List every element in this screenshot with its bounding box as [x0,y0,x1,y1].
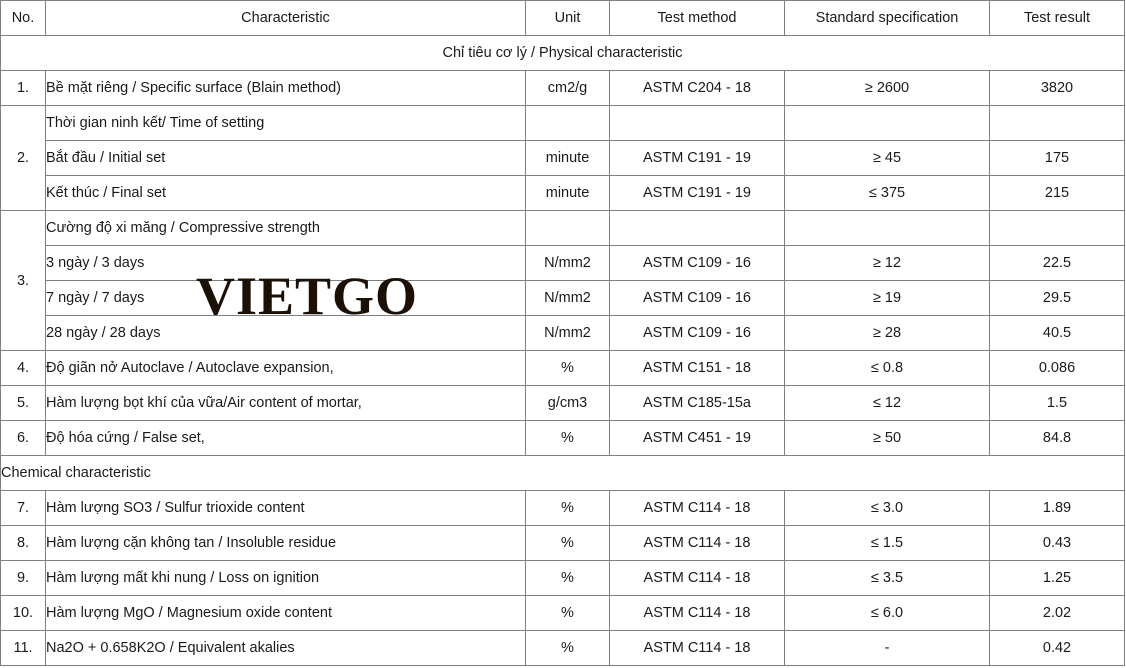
row-unit: % [526,421,610,456]
row-standard: ≥ 12 [785,246,990,281]
row-characteristic: Hàm lượng SO3 / Sulfur trioxide content [46,491,526,526]
table-row [1,351,1125,386]
row-standard: ≥ 45 [785,141,990,176]
table-row [1,561,1125,596]
row-standard: ≤ 6.0 [785,596,990,631]
table-row [1,106,1125,141]
row-standard: ≤ 3.5 [785,561,990,596]
row-unit: minute [526,176,610,211]
row-characteristic: 28 ngày / 28 days [46,316,526,351]
row-standard-empty [785,211,990,246]
row-result: 40.5 [990,316,1125,351]
row-test-method: ASTM C451 - 19 [610,421,785,456]
row-test-method: ASTM C114 - 18 [610,491,785,526]
table-row [1,246,1125,281]
row-result-empty [990,106,1125,141]
row-characteristic: Hàm lượng cặn không tan / Insoluble residue [46,526,526,561]
row-unit: cm2/g [526,71,610,106]
row-unit: N/mm2 [526,281,610,316]
row-no: 9. [1,561,46,596]
row-characteristic: Hàm lượng MgO / Magnesium oxide content [46,596,526,631]
row-characteristic: Kết thúc / Final set [46,176,526,211]
row-standard: - [785,631,990,666]
row-no: 7. [1,491,46,526]
row-unit: % [526,631,610,666]
row-test-method: ASTM C109 - 16 [610,246,785,281]
table-row [1,491,1125,526]
row-standard: ≤ 375 [785,176,990,211]
row-unit: % [526,561,610,596]
row-group-title: Cường độ xi măng / Compressive strength [46,211,526,246]
row-unit: % [526,491,610,526]
row-result: 0.43 [990,526,1125,561]
row-characteristic: Na2O + 0.658K2O / Equivalent akalies [46,631,526,666]
row-characteristic: Độ hóa cứng / False set, [46,421,526,456]
row-standard: ≥ 2600 [785,71,990,106]
row-characteristic: 3 ngày / 3 days [46,246,526,281]
table-row [1,211,1125,246]
row-standard: ≥ 50 [785,421,990,456]
table-row [1,281,1125,316]
row-result: 1.25 [990,561,1125,596]
row-result: 29.5 [990,281,1125,316]
row-standard: ≤ 0.8 [785,351,990,386]
table-row [1,176,1125,211]
column-header-unit: Unit [526,1,610,36]
row-no: 3. [1,211,46,351]
row-test-method: ASTM C114 - 18 [610,526,785,561]
row-standard: ≤ 1.5 [785,526,990,561]
row-test-method: ASTM C151 - 18 [610,351,785,386]
column-header-standard-specification: Standard specification [785,1,990,36]
row-result-empty [990,211,1125,246]
row-characteristic: 7 ngày / 7 days [46,281,526,316]
table-row [1,316,1125,351]
row-no: 1. [1,71,46,106]
row-result: 0.42 [990,631,1125,666]
row-unit: N/mm2 [526,246,610,281]
row-result: 1.89 [990,491,1125,526]
row-unit: N/mm2 [526,316,610,351]
row-unit: g/cm3 [526,386,610,421]
row-characteristic: Hàm lượng bọt khí của vữa/Air content of mortar, [46,386,526,421]
column-header-no: No. [1,1,46,36]
row-unit-empty [526,106,610,141]
row-unit-empty [526,211,610,246]
row-result: 2.02 [990,596,1125,631]
column-header-characteristic: Characteristic [46,1,526,36]
row-no: 8. [1,526,46,561]
table-row [1,421,1125,456]
row-characteristic: Hàm lượng mất khi nung / Loss on ignition [46,561,526,596]
row-test-method: ASTM C191 - 19 [610,176,785,211]
section-row-chemical [1,456,1125,491]
row-test-method: ASTM C204 - 18 [610,71,785,106]
row-standard: ≤ 12 [785,386,990,421]
section-row-physical [1,36,1125,71]
row-group-title: Thời gian ninh kết/ Time of setting [46,106,526,141]
table-row [1,631,1125,666]
section-title-chemical: Chemical characteristic [1,456,1125,491]
row-result: 215 [990,176,1125,211]
row-unit: % [526,351,610,386]
row-result: 175 [990,141,1125,176]
row-unit: minute [526,141,610,176]
table-row [1,526,1125,561]
table-row [1,596,1125,631]
row-unit: % [526,596,610,631]
row-characteristic: Bắt đầu / Initial set [46,141,526,176]
row-no: 6. [1,421,46,456]
row-test-method-empty [610,211,785,246]
row-test-method: ASTM C109 - 16 [610,281,785,316]
row-characteristic: Độ giãn nở Autoclave / Autoclave expansion, [46,351,526,386]
table-header [1,1,1125,36]
table-row [1,386,1125,421]
row-result: 22.5 [990,246,1125,281]
row-no: 10. [1,596,46,631]
row-no: 2. [1,106,46,211]
watermark-text: VIETGO [196,266,419,326]
section-title-physical: Chỉ tiêu cơ lý / Physical characteristic [1,36,1125,71]
row-standard-empty [785,106,990,141]
table-row [1,141,1125,176]
row-standard: ≤ 3.0 [785,491,990,526]
row-result: 3820 [990,71,1125,106]
row-test-method: ASTM C109 - 16 [610,316,785,351]
table-body [1,36,1125,666]
row-test-method: ASTM C114 - 18 [610,631,785,666]
row-no: 11. [1,631,46,666]
row-no: 4. [1,351,46,386]
row-result: 1.5 [990,386,1125,421]
row-test-method-empty [610,106,785,141]
row-result: 0.086 [990,351,1125,386]
row-no: 5. [1,386,46,421]
row-standard: ≥ 19 [785,281,990,316]
column-header-test-method: Test method [610,1,785,36]
row-test-method: ASTM C114 - 18 [610,561,785,596]
row-result: 84.8 [990,421,1125,456]
table-header-row [1,1,1125,36]
column-header-test-result: Test result [990,1,1125,36]
row-test-method: ASTM C191 - 19 [610,141,785,176]
row-characteristic: Bề mặt riêng / Specific surface (Blain method) [46,71,526,106]
row-standard: ≥ 28 [785,316,990,351]
row-test-method: ASTM C185-15a [610,386,785,421]
row-test-method: ASTM C114 - 18 [610,596,785,631]
table-row [1,71,1125,106]
row-unit: % [526,526,610,561]
